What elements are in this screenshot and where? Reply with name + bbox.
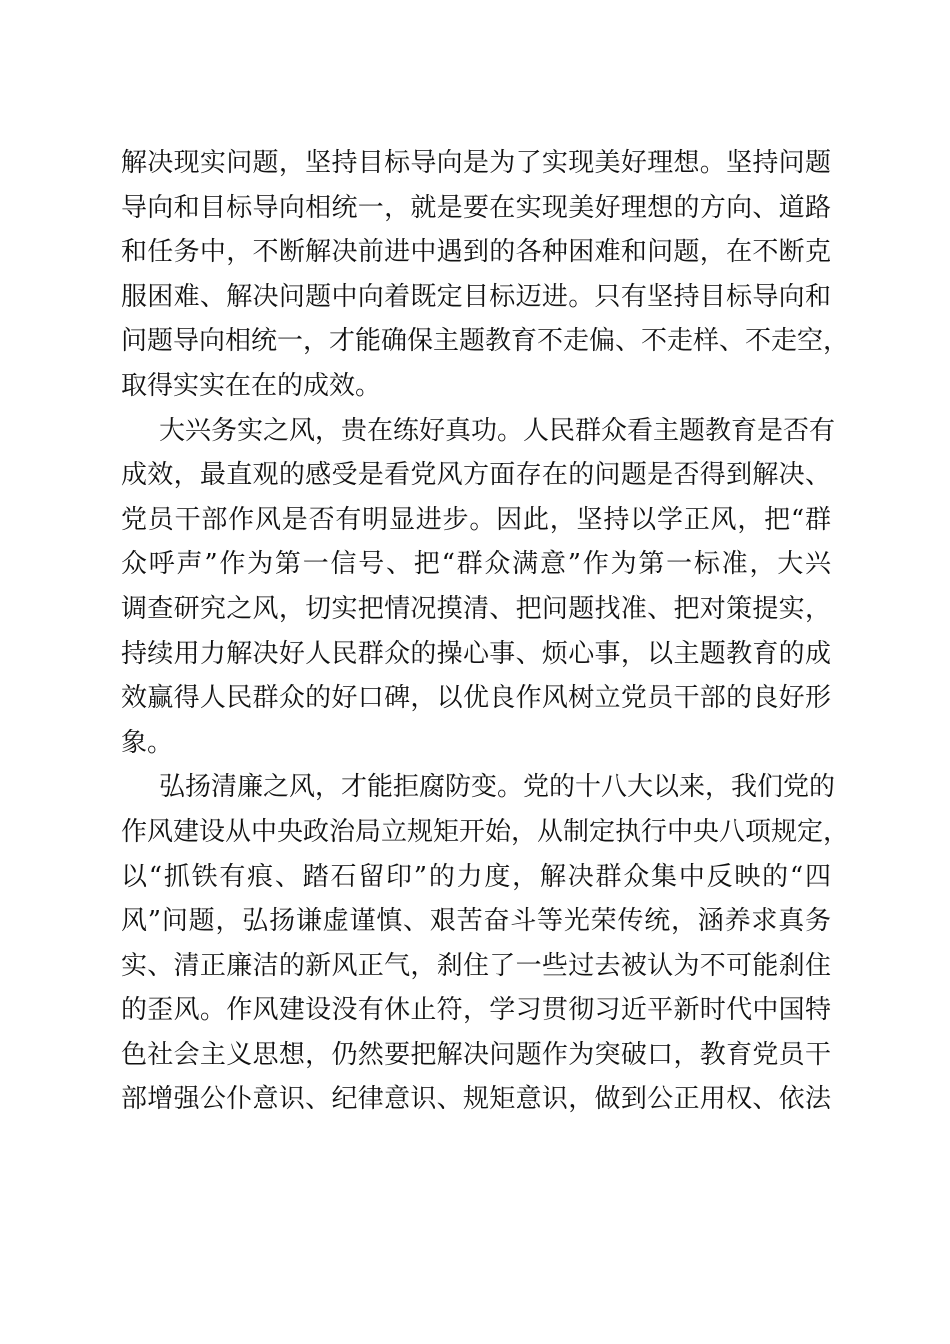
text-line: 党员干部作风是否有明显进步。因此，坚持以学正风，把“群 <box>121 504 831 535</box>
text-line: 导向和目标导向相统一，就是要在实现美好理想的方向、道路 <box>121 192 831 223</box>
text-line: 风”问题，弘扬谦虚谨慎、艰苦奋斗等光荣传统，涵养求真务 <box>121 906 831 937</box>
text-line: 成效，最直观的感受是看党风方面存在的问题是否得到解决、 <box>121 460 831 491</box>
paragraph-3 <box>121 765 850 1122</box>
text-line: 解决现实问题，坚持目标导向是为了实现美好理想。坚持问题 <box>121 148 831 178</box>
text-line: 弘扬清廉之风，才能拒腐防变。党的十八大以来，我们党的 <box>159 772 836 803</box>
paragraph-1 <box>121 141 850 409</box>
text-line: 大兴务实之风，贵在练好真功。人民群众看主题教育是否有 <box>159 415 836 446</box>
text-line: 效赢得人民群众的好口碑，以优良作风树立党员干部的良好形 <box>121 683 831 714</box>
text-line: 色社会主义思想，仍然要把解决问题作为突破口，教育党员干 <box>121 1039 831 1070</box>
text-line: 象。 <box>121 727 174 758</box>
text-line: 取得实实在在的成效。 <box>121 370 382 401</box>
document-body <box>121 141 850 1122</box>
text-line: 作风建设从中央政治局立规矩开始，从制定执行中央八项规定， <box>121 816 850 847</box>
text-line: 的歪风。作风建设没有休止符，学习贯彻习近平新时代中国特 <box>121 995 831 1026</box>
text-line: 服困难、解决问题中向着既定目标迈进。只有坚持目标导向和 <box>121 281 831 312</box>
text-line: 部增强公仆意识、纪律意识、规矩意识，做到公正用权、依法 <box>121 1084 831 1115</box>
text-line: 实、清正廉洁的新风正气，刹住了一些过去被认为不可能刹住 <box>121 950 831 981</box>
text-line: 调查研究之风，切实把情况摸清、把问题找准、把对策提实， <box>121 593 831 624</box>
text-line: 以“抓铁有痕、踏石留印”的力度，解决群众集中反映的“四 <box>121 861 831 892</box>
text-line: 持续用力解决好人民群众的操心事、烦心事，以主题教育的成 <box>121 638 831 669</box>
text-line: 众呼声”作为第一信号、把“群众满意”作为第一标准，大兴 <box>121 549 831 580</box>
text-line: 和任务中，不断解决前进中遇到的各种困难和问题，在不断克 <box>121 237 831 268</box>
text-line: 问题导向相统一，才能确保主题教育不走偏、不走样、不走空， <box>121 326 850 357</box>
paragraph-2 <box>121 409 836 766</box>
